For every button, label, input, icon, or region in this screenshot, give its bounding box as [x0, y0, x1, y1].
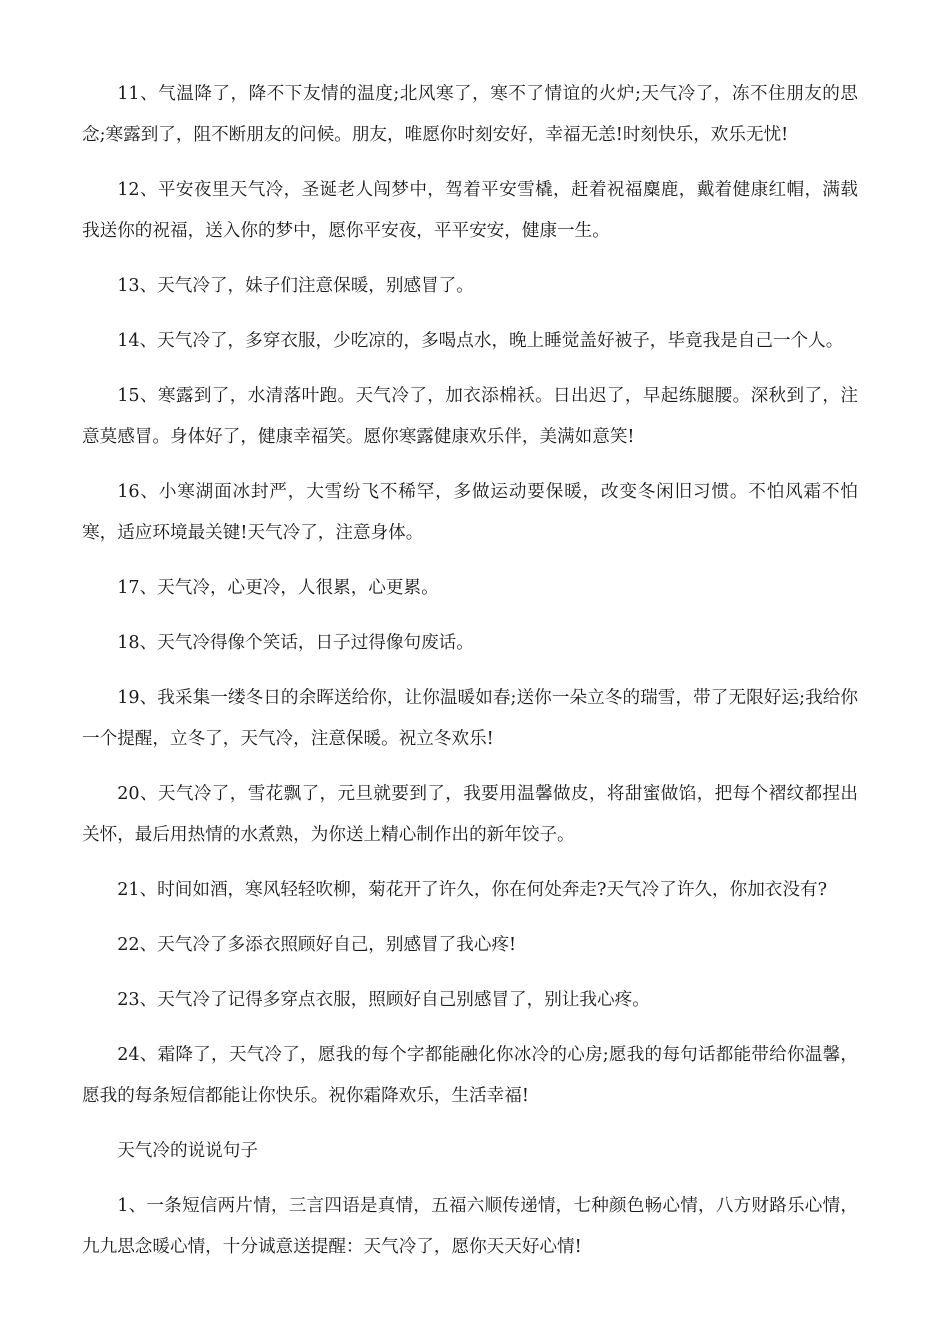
paragraph-19: 19、我采集一缕冬日的余晖送给你，让你温暖如春;送你一朵立冬的瑞雪，带了无限好运;我给你一个提醒，立冬了，天气冷，注意保暖。祝立冬欢乐! [82, 688, 858, 749]
paragraph-12: 12、平安夜里天气冷，圣诞老人闯梦中，驾着平安雪橇，赶着祝福麋鹿，戴着健康红帽，满载我送你的祝福，送入你的梦中，愿你平安夜，平平安安，健康一生。 [82, 180, 858, 241]
paragraph-22: 22、天气冷了多添衣照顾好自己，别感冒了我心疼! [117, 935, 517, 955]
section-paragraph-1: 1、一条短信两片情，三言四语是真情，五福六顺传递情，七种颜色畅心情，八方财路乐心情，九九思念暖心情，十分诚意送提醒：天气冷了，愿你天天好心情! [82, 1196, 858, 1257]
paragraph-17: 17、天气冷，心更冷，人很累，心更累。 [117, 578, 439, 598]
paragraph-23: 23、天气冷了记得多穿点衣服，照顾好自己别感冒了，别让我心疼。 [117, 990, 650, 1010]
paragraph-15: 15、寒露到了，水清落叶跑。天气冷了，加衣添棉袄。日出迟了，早起练腿腰。深秋到了，注意莫感冒。身体好了，健康幸福笑。愿你寒露健康欢乐伴，美满如意笑! [82, 386, 858, 447]
paragraph-11: 11、气温降了，降不下友情的温度;北风寒了，寒不了情谊的火炉;天气冷了，冻不住朋友的思念;寒露到了，阻不断朋友的问候。朋友，唯愿你时刻安好，幸福无恙!时刻快乐，欢乐无忧! [82, 84, 858, 145]
section-heading: 天气冷的说说句子 [117, 1141, 258, 1161]
paragraph-13: 13、天气冷了，妹子们注意保暖，别感冒了。 [117, 276, 474, 296]
document-body [82, 74, 858, 1282]
paragraph-24: 24、霜降了，天气冷了，愿我的每个字都能融化你冰冷的心房;愿我的每句话都能带给你温馨，愿我的每条短信都能让你快乐。祝你霜降欢乐，生活幸福! [82, 1045, 858, 1106]
paragraph-18: 18、天气冷得像个笑话，日子过得像句废话。 [117, 633, 474, 653]
paragraph-14: 14、天气冷了，多穿衣服，少吃凉的，多喝点水，晚上睡觉盖好被子，毕竟我是自己一个人。 [117, 331, 844, 351]
paragraph-20: 20、天气冷了，雪花飘了，元旦就要到了，我要用温馨做皮，将甜蜜做馅，把每个褶纹都捏出关怀，最后用热情的水煮熟，为你送上精心制作出的新年饺子。 [82, 784, 858, 845]
paragraph-16: 16、小寒湖面冰封严，大雪纷飞不稀罕，多做运动要保暖，改变冬闲旧习惯。不怕风霜不怕寒，适应环境最关键!天气冷了，注意身体。 [82, 482, 858, 543]
paragraph-21: 21、时间如酒，寒风轻轻吹柳，菊花开了许久，你在何处奔走?天气冷了许久，你加衣没有? [117, 880, 828, 900]
